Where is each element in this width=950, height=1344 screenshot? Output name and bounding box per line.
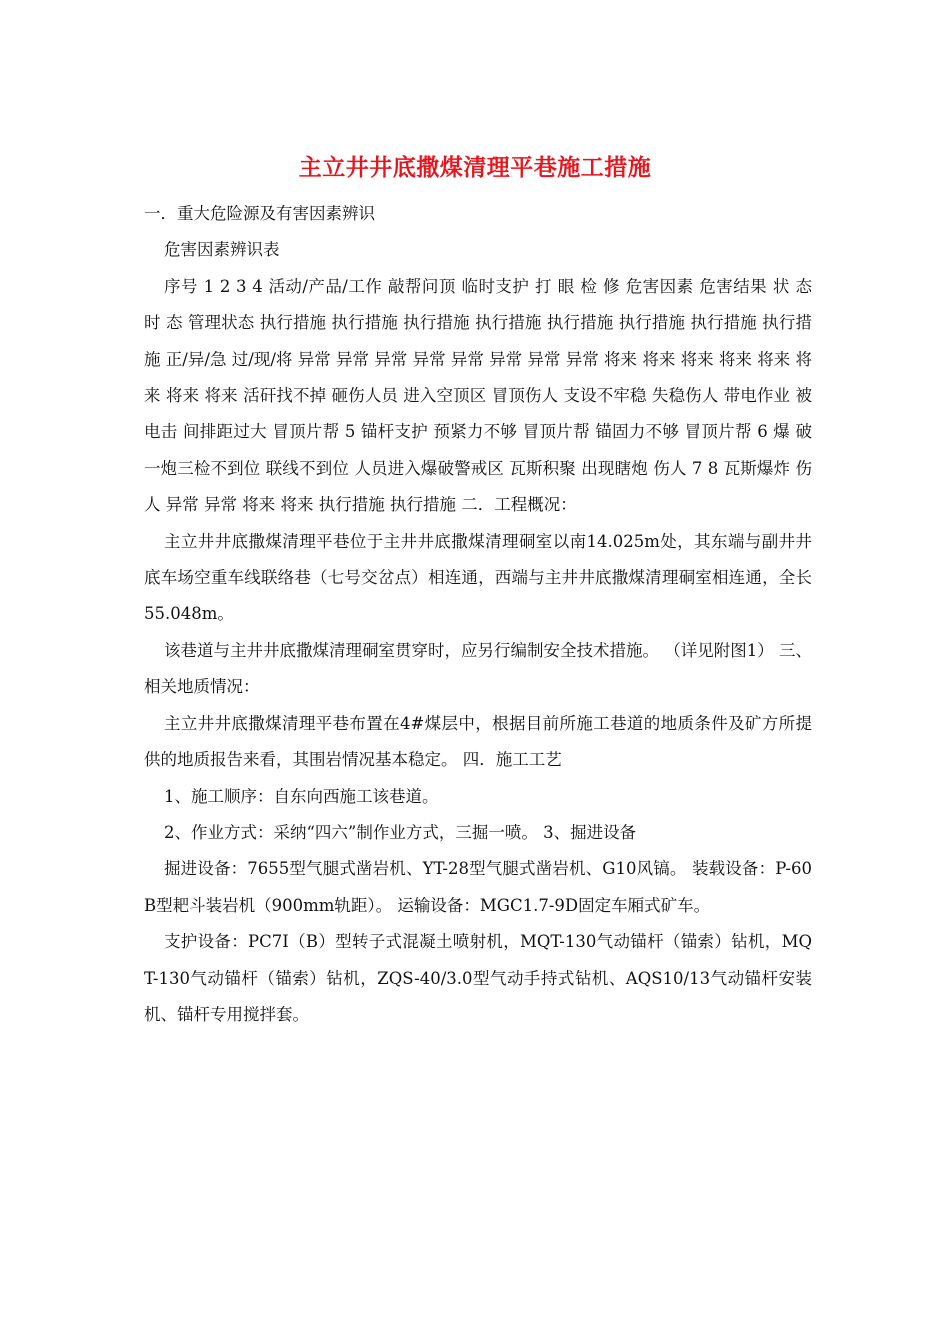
hazard-table-text: 序号 1 2 3 4 活动/产品/工作 敲帮问顶 临时支护 打 眼 检 修 危害因素 危害结果 状 态 时 态 管理状态 执行措施 执行措施 执行措施 执行措施 执行措施 执行措施 执行措施 执行措施 正/异/急 过/现/将 异常 异常 异常 异常 异常 异常 异常 异常 将来 将来 将来 将来 将来 将来 将来 将来 活矸找不掉 砸伤人员 进入空顶区 冒顶伤人 支设不牢稳 失稳伤人 带电作业 被电击 间排距过大 冒顶片帮 5 锚杆支护 预紧力不够 冒顶片帮 锚固力不够 冒顶片帮 6 爆 破 一炮三检不到位 联线不到位 人员进入爆破警戒区 瓦斯积聚 出现瞎炮 伤人 7 8 瓦斯爆炸 伤人 异常 异常 将来 将来 执行措施 执行措施 二．工程概况：: [144, 276, 812, 515]
geology-paragraph: 主立井井底撒煤清理平巷布置在4#煤层中，根据目前所施工巷道的地质条件及矿方所提供的地质报告来看，其围岩情况基本稳定。 四．施工工艺: [144, 713, 812, 770]
work-mode-paragraph: 2、作业方式：采纳“四六”制作业方式，三掘一喷。 3、掘进设备: [164, 822, 637, 842]
table-caption: 危害因素辨识表: [164, 240, 280, 260]
excavation-equipment-paragraph: 掘进设备：7655型气腿式凿岩机、YT-28型气腿式凿岩机、G10风镐。 装载设备：P-60B型耙斗装岩机（900mm轨距）。 运输设备：MGC1.7-9D固定车厢式矿车。: [144, 859, 812, 915]
section-heading-hazards: 一．重大危险源及有害因素辨识: [144, 204, 375, 223]
project-overview-paragraph: 主立井井底撒煤清理平巷位于主井井底撒煤清理硐室以南14.025m处，其东端与副井井底车场空重车线联络巷（七号交岔点）相连通，西端与主井井底撒煤清理硐室相连通，全长55.048m。: [144, 531, 812, 624]
support-equipment-paragraph: 支护设备：PC7I（B）型转子式混凝土喷射机，MQT-130气动锚杆（锚索）钻机，MQT-130气动锚杆（锚索）钻机，ZQS-40/3.0型气动手持式钻机、AQS10/13气动锚杆安装机、锚杆专用搅拌套。: [144, 932, 812, 1024]
document-body: [144, 196, 812, 1033]
document-title: 主立井井底撒煤清理平巷施工措施: [298, 154, 652, 181]
safety-note-paragraph: 该巷道与主井井底撒煤清理硐室贯穿时，应另行编制安全技术措施。 （详见附图1） 三、相关地质情况：: [144, 640, 812, 697]
construction-sequence-paragraph: 1、施工顺序：自东向西施工该巷道。: [164, 786, 439, 806]
